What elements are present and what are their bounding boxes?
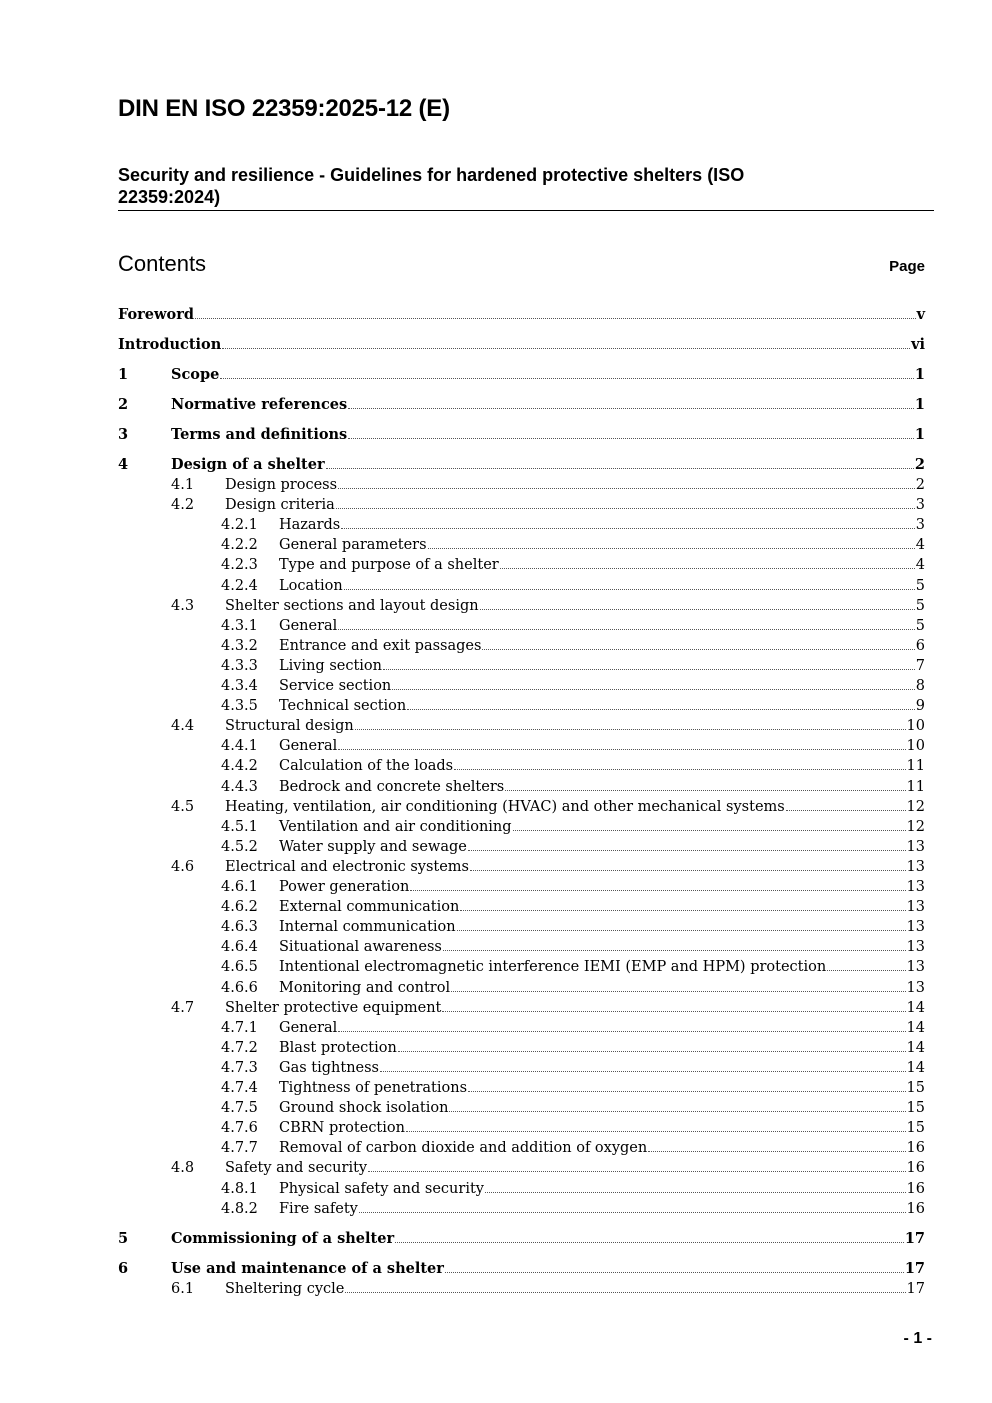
toc-entry-number: 1: [118, 366, 129, 383]
toc-entry[interactable]: [171, 476, 925, 494]
toc-entry[interactable]: [221, 697, 925, 715]
toc-entry-number: 4.7.3: [221, 1060, 258, 1076]
toc-entry-title: Structural design: [225, 718, 354, 734]
toc-entry-page: 16: [906, 1201, 925, 1217]
toc-entry-title: Internal communication: [279, 919, 456, 935]
toc-entry-title: Hazards: [279, 517, 341, 533]
toc-leader-dots: [222, 348, 910, 349]
toc-entry-page: 17: [904, 1230, 925, 1247]
toc-entry-title: External communication: [279, 899, 460, 915]
toc-entry[interactable]: [221, 516, 925, 534]
toc-entry-page: 3: [915, 517, 925, 533]
toc-entry-page: 16: [906, 1160, 925, 1176]
toc-leader-dots: [336, 508, 915, 509]
toc-entry-title: Ventilation and air conditioning: [279, 819, 512, 835]
toc-entry[interactable]: [118, 336, 925, 354]
toc-entry-number: 6: [118, 1260, 129, 1277]
toc-entry-title: Design process: [225, 477, 338, 493]
toc-entry-number: 4.4.2: [221, 758, 258, 774]
toc-entry-page: 6: [915, 638, 925, 654]
toc-entry-page: 10: [906, 738, 925, 754]
toc-entry-title: General: [279, 738, 338, 754]
toc-leader-dots: [454, 769, 905, 770]
toc-leader-dots: [442, 1011, 905, 1012]
toc-leader-dots: [827, 970, 905, 971]
page-column-heading: Page: [889, 258, 925, 275]
toc-entry-title: Use and maintenance of a shelter: [171, 1260, 444, 1277]
toc-entry-page: 16: [906, 1140, 925, 1156]
toc-entry-page: 5: [915, 598, 925, 614]
toc-entry-number: 4.7.7: [221, 1140, 258, 1156]
toc-entry-title: Bedrock and concrete shelters: [279, 779, 505, 795]
toc-entry-title: Service section: [279, 678, 392, 694]
document-subtitle: Security and resilience - Guidelines for hardened protective shelters (ISO 22359:2024): [118, 165, 745, 207]
toc-entry-title: Entrance and exit passages: [279, 638, 482, 654]
toc-entry-title: Location: [279, 578, 343, 594]
toc-entry-title: Living section: [279, 658, 383, 674]
toc-entry-page: 1: [914, 366, 925, 383]
toc-entry-title: Scope: [171, 366, 220, 383]
toc-entry-title: Calculation of the loads: [279, 758, 454, 774]
toc-entry-number: 3: [118, 426, 129, 443]
toc-entry-number: 4.3: [171, 598, 195, 614]
toc-entry-page: 13: [906, 919, 925, 935]
toc-entry-page: 10: [906, 718, 925, 734]
toc-entry[interactable]: [171, 717, 925, 735]
toc-entry-page: vi: [911, 336, 925, 353]
toc-entry-title: Heating, ventilation, air conditioning (HVAC) and other mechanical systems: [225, 799, 785, 815]
toc-entry-title: Terms and definitions: [171, 426, 348, 443]
toc-entry[interactable]: [171, 858, 925, 876]
toc-entry[interactable]: [221, 737, 925, 755]
toc-entry[interactable]: [221, 637, 925, 655]
document-title: DIN EN ISO 22359:2025-12 (E): [118, 95, 450, 122]
toc-entry-number: 4.5.2: [221, 839, 258, 855]
toc-entry-number: 4.8.2: [221, 1201, 258, 1217]
toc-entry-title: General: [279, 618, 338, 634]
toc-leader-dots: [443, 950, 906, 951]
toc-entry[interactable]: [221, 617, 925, 635]
toc-entry-number: 4.2.3: [221, 557, 258, 573]
toc-entry[interactable]: [221, 1059, 925, 1077]
toc-leader-dots: [338, 1031, 905, 1032]
toc-entry[interactable]: [221, 1019, 925, 1037]
toc-entry[interactable]: [221, 757, 925, 775]
toc-leader-dots: [338, 749, 905, 750]
toc-entry[interactable]: [118, 1260, 925, 1278]
toc-leader-dots: [407, 709, 915, 710]
toc-entry-title: Sheltering cycle: [225, 1281, 345, 1297]
toc-entry-number: 4.7.4: [221, 1080, 258, 1096]
toc-entry-number: 5: [118, 1230, 129, 1247]
toc-entry[interactable]: [118, 366, 925, 384]
toc-entry-page: 14: [906, 1000, 925, 1016]
toc-entry-page: 17: [904, 1260, 925, 1277]
toc-leader-dots: [500, 568, 915, 569]
toc-entry-title: Technical section: [279, 698, 407, 714]
toc-leader-dots: [513, 830, 906, 831]
toc-entry-title: Electrical and electronic systems: [225, 859, 469, 875]
toc-leader-dots: [505, 790, 905, 791]
toc-leader-dots: [451, 991, 905, 992]
toc-leader-dots: [355, 729, 906, 730]
toc-leader-dots: [485, 1192, 906, 1193]
toc-entry[interactable]: [118, 306, 925, 324]
toc-entry-title: Ground shock isolation: [279, 1100, 449, 1116]
toc-leader-dots: [220, 378, 914, 379]
toc-entry-page: 13: [906, 980, 925, 996]
toc-entry-title: Removal of carbon dioxide and addition of oxygen: [279, 1140, 648, 1156]
toc-leader-dots: [392, 689, 915, 690]
toc-leader-dots: [398, 1051, 906, 1052]
toc-leader-dots: [345, 1292, 905, 1293]
toc-entry[interactable]: [221, 556, 925, 574]
toc-entry-number: 4.4.1: [221, 738, 258, 754]
toc-entry-number: 4.2.4: [221, 578, 258, 594]
toc-entry[interactable]: [221, 1200, 925, 1218]
toc-entry-number: 4.6: [171, 859, 195, 875]
toc-entry-page: v: [916, 306, 925, 323]
toc-entry[interactable]: [221, 1039, 925, 1057]
toc-leader-dots: [406, 1131, 906, 1132]
toc-entry-title: Shelter protective equipment: [225, 1000, 442, 1016]
toc-entry-title: General parameters: [279, 537, 427, 553]
toc-entry-page: 15: [906, 1080, 925, 1096]
toc-entry[interactable]: [221, 1079, 925, 1097]
toc-entry-number: 4.8: [171, 1160, 195, 1176]
toc-leader-dots: [786, 810, 906, 811]
toc-entry-page: 17: [906, 1281, 925, 1297]
toc-leader-dots: [368, 1171, 905, 1172]
toc-entry-page: 14: [906, 1060, 925, 1076]
toc-entry[interactable]: [221, 898, 925, 916]
toc-entry-title: Design criteria: [225, 497, 335, 513]
toc-entry[interactable]: [171, 999, 925, 1017]
toc-entry[interactable]: [171, 1280, 925, 1298]
toc-entry-number: 4.4: [171, 718, 195, 734]
toc-entry[interactable]: [221, 958, 925, 976]
toc-leader-dots: [648, 1151, 905, 1152]
toc-entry-number: 4.7.2: [221, 1040, 258, 1056]
toc-leader-dots: [470, 870, 906, 871]
toc-entry-number: 4.3.1: [221, 618, 258, 634]
toc-entry-title: Power generation: [279, 879, 410, 895]
toc-entry-page: 11: [906, 779, 925, 795]
toc-entry-number: 4.8.1: [221, 1181, 258, 1197]
toc-entry-title: Intentional electromagnetic interference IEMI (EMP and HPM) protection: [279, 959, 827, 975]
toc-entry-number: 4.2.2: [221, 537, 258, 553]
toc-entry-title: Safety and security: [225, 1160, 368, 1176]
toc-entry-number: 4.6.4: [221, 939, 258, 955]
toc-entry-number: 4.3.3: [221, 658, 258, 674]
toc-leader-dots: [449, 1111, 905, 1112]
toc-entry-number: 4.7: [171, 1000, 195, 1016]
toc-entry-number: 4.6.5: [221, 959, 258, 975]
toc-entry-page: 14: [906, 1040, 925, 1056]
toc-entry[interactable]: [221, 1099, 925, 1117]
toc-leader-dots: [359, 1212, 906, 1213]
toc-entry-number: 4.1: [171, 477, 195, 493]
toc-entry[interactable]: [171, 496, 925, 514]
toc-entry-title: Situational awareness: [279, 939, 442, 955]
toc-entry-page: 14: [906, 1020, 925, 1036]
toc-entry-title: Type and purpose of a shelter: [279, 557, 499, 573]
toc-entry-number: 4.2: [171, 497, 195, 513]
toc-entry-page: 2: [915, 477, 925, 493]
toc-entry-title: CBRN protection: [279, 1120, 405, 1136]
toc-entry-page: 5: [915, 578, 925, 594]
toc-entry-number: 4.5: [171, 799, 195, 815]
toc-entry-title: Gas tightness: [279, 1060, 379, 1076]
toc-entry-page: 13: [906, 839, 925, 855]
toc-leader-dots: [348, 438, 914, 439]
toc-entry-number: 4.3.4: [221, 678, 258, 694]
page-number: - 1 -: [903, 1330, 932, 1347]
toc-leader-dots: [460, 910, 905, 911]
toc-entry-page: 13: [906, 899, 925, 915]
toc-entry-page: 1: [914, 396, 925, 413]
toc-entry-page: 3: [915, 497, 925, 513]
toc-leader-dots: [383, 669, 915, 670]
toc-entry-number: 4.6.3: [221, 919, 258, 935]
toc-entry-page: 12: [906, 819, 925, 835]
toc-entry[interactable]: [221, 778, 925, 796]
toc-entry-number: 4.7.5: [221, 1100, 258, 1116]
toc-leader-dots: [445, 1272, 904, 1273]
toc-entry-page: 13: [906, 859, 925, 875]
toc-entry[interactable]: [118, 396, 925, 414]
toc-entry-number: 4.6.1: [221, 879, 258, 895]
toc-entry-page: 7: [915, 658, 925, 674]
toc-entry-page: 2: [914, 456, 925, 473]
toc-entry-title: Blast protection: [279, 1040, 397, 1056]
toc-entry-page: 5: [915, 618, 925, 634]
toc-entry-page: 15: [906, 1120, 925, 1136]
toc-leader-dots: [338, 629, 914, 630]
toc-entry-page: 15: [906, 1100, 925, 1116]
toc-entry[interactable]: [221, 1180, 925, 1198]
toc-entry-title: Water supply and sewage: [279, 839, 467, 855]
toc-entry-title: Fire safety: [279, 1201, 358, 1217]
toc-entry-page: 9: [915, 698, 925, 714]
toc-entry-title: Commissioning of a shelter: [171, 1230, 395, 1247]
toc-leader-dots: [341, 528, 915, 529]
toc-entry[interactable]: [118, 1230, 925, 1248]
toc-leader-dots: [457, 930, 906, 931]
toc-entry[interactable]: [221, 838, 925, 856]
toc-entry-number: 4: [118, 456, 129, 473]
toc-entry[interactable]: [221, 938, 925, 956]
toc-entry-number: 4.2.1: [221, 517, 258, 533]
toc-entry[interactable]: [221, 818, 925, 836]
toc-entry[interactable]: [221, 918, 925, 936]
toc-entry[interactable]: [171, 1159, 925, 1177]
toc-entry-title: Design of a shelter: [171, 456, 325, 473]
toc-entry-page: 13: [906, 879, 925, 895]
toc-leader-dots: [338, 488, 915, 489]
toc-leader-dots: [468, 850, 906, 851]
toc-entry-page: 8: [915, 678, 925, 694]
toc-entry-number: 6.1: [171, 1281, 195, 1297]
toc-leader-dots: [410, 890, 905, 891]
toc-entry-title: Physical safety and security: [279, 1181, 484, 1197]
toc-entry-page: 4: [915, 557, 925, 573]
toc-entry[interactable]: [171, 798, 925, 816]
toc-entry-number: 2: [118, 396, 129, 413]
toc-entry-title: Tightness of penetrations: [279, 1080, 468, 1096]
toc-entry-number: 4.6.2: [221, 899, 258, 915]
toc-entry-number: 4.5.1: [221, 819, 258, 835]
toc-leader-dots: [195, 318, 916, 319]
toc-entry[interactable]: [221, 878, 925, 896]
toc-leader-dots: [482, 649, 914, 650]
toc-entry-number: 4.7.6: [221, 1120, 258, 1136]
toc-entry-page: 16: [906, 1181, 925, 1197]
toc-entry[interactable]: [221, 1119, 925, 1137]
toc-entry[interactable]: [221, 979, 925, 997]
toc-entry-title: Normative references: [171, 396, 348, 413]
toc-leader-dots: [480, 609, 915, 610]
toc-entry-number: 4.7.1: [221, 1020, 258, 1036]
toc-entry[interactable]: [118, 426, 925, 444]
toc-leader-dots: [468, 1091, 906, 1092]
toc-leader-dots: [326, 468, 914, 469]
toc-leader-dots: [428, 548, 915, 549]
toc-entry[interactable]: [118, 456, 925, 474]
toc-entry-page: 12: [906, 799, 925, 815]
toc-entry-number: 4.4.3: [221, 779, 258, 795]
toc-entry-title: Foreword: [118, 306, 194, 323]
toc-entry-title: Introduction: [118, 336, 222, 353]
toc-leader-dots: [380, 1071, 906, 1072]
toc-entry-page: 4: [915, 537, 925, 553]
toc-entry[interactable]: [221, 536, 925, 554]
toc-entry[interactable]: [221, 657, 925, 675]
toc-entry-page: 1: [914, 426, 925, 443]
toc-entry-number: 4.3.2: [221, 638, 258, 654]
toc-leader-dots: [348, 408, 914, 409]
toc-entry-page: 13: [906, 959, 925, 975]
toc-entry-title: Monitoring and control: [279, 980, 451, 996]
toc-entry[interactable]: [171, 597, 925, 615]
toc-entry[interactable]: [221, 677, 925, 695]
toc-leader-dots: [344, 589, 915, 590]
toc-entry-title: General: [279, 1020, 338, 1036]
toc-entry-number: 4.6.6: [221, 980, 258, 996]
toc-entry-page: 11: [906, 758, 925, 774]
toc-entry-number: 4.3.5: [221, 698, 258, 714]
toc-entry[interactable]: [221, 1139, 925, 1157]
toc-leader-dots: [395, 1242, 904, 1243]
toc-entry-page: 13: [906, 939, 925, 955]
contents-heading: Contents: [118, 251, 207, 276]
toc-entry[interactable]: [221, 577, 925, 595]
toc-entry-title: Shelter sections and layout design: [225, 598, 479, 614]
